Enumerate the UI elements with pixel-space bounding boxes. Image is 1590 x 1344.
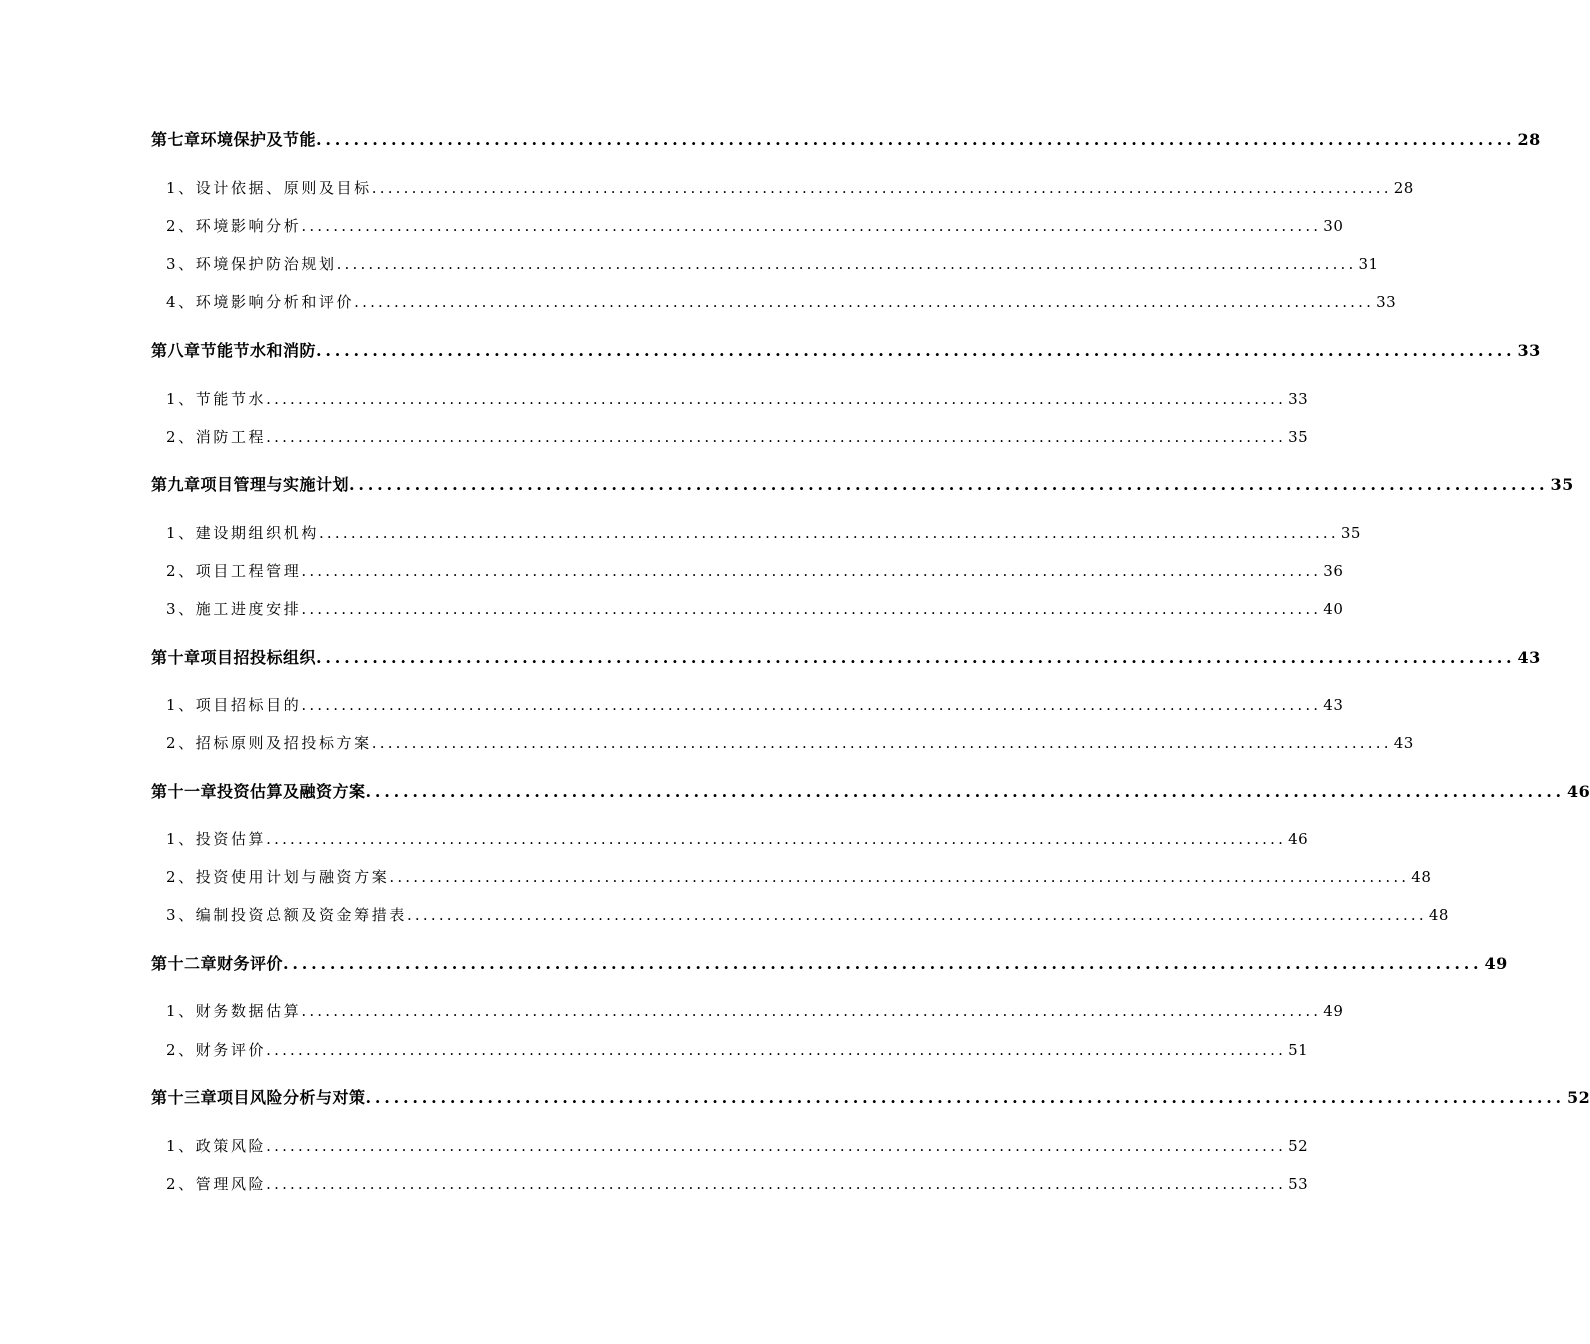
section-number: 1、 xyxy=(166,179,196,197)
toc-section-entry[interactable] xyxy=(166,252,1379,274)
dot-leader: ................................................................................................................................ xyxy=(371,734,1392,752)
chapter-title: 项目风险分析与对策 xyxy=(217,1088,366,1107)
page-number: 46 xyxy=(1288,830,1309,848)
page-number: 43 xyxy=(1393,734,1414,752)
dot-leader: ................................................................................................................................ xyxy=(316,341,1516,360)
page-number: 35 xyxy=(1288,428,1309,446)
page-number: 52 xyxy=(1288,1137,1309,1155)
chapter-title: 节能节水和消防 xyxy=(200,341,317,360)
section-number: 2、 xyxy=(166,734,196,752)
chapter-number: 第十二章 xyxy=(151,954,218,973)
dot-leader: ................................................................................................................................ xyxy=(354,293,1375,311)
chapter-number: 第十三章 xyxy=(151,1088,218,1107)
section-title: 环境影响分析和评价 xyxy=(195,293,355,311)
section-number: 3、 xyxy=(166,906,196,924)
dot-leader: ................................................................................................................................ xyxy=(266,390,1287,408)
section-title: 施工进度安排 xyxy=(195,600,302,618)
chapter-title: 财务评价 xyxy=(217,954,284,973)
toc-section-entry[interactable] xyxy=(166,865,1432,887)
section-title: 消防工程 xyxy=(195,428,267,446)
section-title: 环境影响分析 xyxy=(195,217,302,235)
page-number: 35 xyxy=(1340,524,1361,542)
page-number: 46 xyxy=(1566,782,1590,801)
toc-section-entry[interactable] xyxy=(166,827,1309,849)
toc-section-entry[interactable] xyxy=(166,214,1344,236)
section-number: 2、 xyxy=(166,428,196,446)
section-number: 3、 xyxy=(166,255,196,273)
section-number: 1、 xyxy=(166,1002,196,1020)
section-number: 2、 xyxy=(166,1175,196,1193)
page-number: 36 xyxy=(1323,562,1344,580)
dot-leader: ................................................................................................................................ xyxy=(318,524,1339,542)
dot-leader: ................................................................................................................................ xyxy=(266,830,1287,848)
page-number: 53 xyxy=(1288,1175,1309,1193)
page-number: 43 xyxy=(1517,648,1541,667)
page-number: 31 xyxy=(1358,255,1379,273)
section-title: 财务评价 xyxy=(195,1041,267,1059)
section-number: 2、 xyxy=(166,217,196,235)
toc-section-entry[interactable] xyxy=(166,1038,1309,1060)
page-number: 33 xyxy=(1288,390,1309,408)
chapter-number: 第九章 xyxy=(151,475,201,494)
section-number: 2、 xyxy=(166,868,196,886)
page-number: 40 xyxy=(1323,600,1344,618)
page-number: 52 xyxy=(1566,1088,1590,1107)
chapter-number: 第十一章 xyxy=(151,782,218,801)
chapter-number: 第十章 xyxy=(151,648,201,667)
dot-leader: ................................................................................................................................ xyxy=(266,428,1287,446)
section-number: 1、 xyxy=(166,524,196,542)
toc-chapter-entry[interactable] xyxy=(151,473,1574,495)
section-number: 1、 xyxy=(166,390,196,408)
page-number: 48 xyxy=(1428,906,1449,924)
dot-leader: ................................................................................................................................ xyxy=(301,217,1322,235)
toc-section-entry[interactable] xyxy=(166,290,1397,312)
toc-chapter-entry[interactable] xyxy=(151,339,1541,361)
toc-chapter-entry[interactable] xyxy=(151,128,1541,150)
toc-chapter-entry[interactable] xyxy=(151,646,1541,668)
dot-leader: ................................................................................................................................ xyxy=(266,1175,1287,1193)
dot-leader: ................................................................................................................................ xyxy=(371,179,1392,197)
page-number: 51 xyxy=(1288,1041,1309,1059)
dot-leader: ................................................................................................................................ xyxy=(349,475,1549,494)
section-title: 招标原则及招投标方案 xyxy=(195,734,372,752)
dot-leader: ................................................................................................................................ xyxy=(365,782,1565,801)
toc-section-entry[interactable] xyxy=(166,597,1344,619)
dot-leader: ................................................................................................................................ xyxy=(336,255,1357,273)
section-title: 建设期组织机构 xyxy=(195,524,319,542)
chapter-number: 第八章 xyxy=(151,341,201,360)
section-title: 项目招标目的 xyxy=(195,696,302,714)
toc-chapter-entry[interactable] xyxy=(151,1086,1590,1108)
toc-section-entry[interactable] xyxy=(166,693,1344,715)
chapter-title: 投资估算及融资方案 xyxy=(217,782,366,801)
section-title: 投资使用计划与融资方案 xyxy=(195,868,390,886)
dot-leader: ................................................................................................................................ xyxy=(266,1137,1287,1155)
dot-leader: ................................................................................................................................ xyxy=(301,696,1322,714)
section-number: 4、 xyxy=(166,293,196,311)
section-title: 投资估算 xyxy=(195,830,267,848)
section-number: 1、 xyxy=(166,1137,196,1155)
toc-section-entry[interactable] xyxy=(166,731,1414,753)
dot-leader: ................................................................................................................................ xyxy=(389,868,1410,886)
page-number: 49 xyxy=(1484,954,1508,973)
toc-section-entry[interactable] xyxy=(166,425,1309,447)
page-number: 33 xyxy=(1376,293,1397,311)
toc-section-entry[interactable] xyxy=(166,559,1344,581)
section-title: 设计依据、原则及目标 xyxy=(195,179,372,197)
dot-leader: ................................................................................................................................ xyxy=(316,648,1516,667)
toc-section-entry[interactable] xyxy=(166,387,1309,409)
section-number: 3、 xyxy=(166,600,196,618)
page-number: 49 xyxy=(1323,1002,1344,1020)
toc-section-entry[interactable] xyxy=(166,903,1449,925)
section-title: 环境保护防治规划 xyxy=(195,255,337,273)
chapter-number: 第七章 xyxy=(151,130,201,149)
dot-leader: ................................................................................................................................ xyxy=(301,600,1322,618)
page-number: 48 xyxy=(1411,868,1432,886)
section-title: 政策风险 xyxy=(195,1137,267,1155)
toc-section-entry[interactable] xyxy=(166,521,1361,543)
toc-section-entry[interactable] xyxy=(166,176,1414,198)
section-title: 管理风险 xyxy=(195,1175,267,1193)
page-number: 28 xyxy=(1517,130,1541,149)
section-number: 1、 xyxy=(166,696,196,714)
dot-leader: ................................................................................................................................ xyxy=(365,1088,1565,1107)
toc-chapter-entry[interactable] xyxy=(151,780,1590,802)
section-title: 节能节水 xyxy=(195,390,267,408)
dot-leader: ................................................................................................................................ xyxy=(406,906,1427,924)
chapter-title: 环境保护及节能 xyxy=(200,130,317,149)
dot-leader: ................................................................................................................................ xyxy=(316,130,1516,149)
chapter-title: 项目招投标组织 xyxy=(200,648,317,667)
dot-leader: ................................................................................................................................ xyxy=(283,954,1483,973)
section-number: 2、 xyxy=(166,562,196,580)
section-number: 1、 xyxy=(166,830,196,848)
section-title: 编制投资总额及资金筹措表 xyxy=(195,906,407,924)
page-number: 33 xyxy=(1517,341,1541,360)
toc-chapter-entry[interactable] xyxy=(151,952,1508,974)
page-number: 43 xyxy=(1323,696,1344,714)
section-title: 财务数据估算 xyxy=(195,1002,302,1020)
dot-leader: ................................................................................................................................ xyxy=(301,562,1322,580)
toc-section-entry[interactable] xyxy=(166,1172,1309,1194)
page-number: 35 xyxy=(1550,475,1574,494)
section-number: 2、 xyxy=(166,1041,196,1059)
dot-leader: ................................................................................................................................ xyxy=(266,1041,1287,1059)
chapter-title: 项目管理与实施计划 xyxy=(200,475,350,494)
section-title: 项目工程管理 xyxy=(195,562,302,580)
dot-leader: ................................................................................................................................ xyxy=(301,1002,1322,1020)
toc-section-entry[interactable] xyxy=(166,999,1344,1021)
page-number: 30 xyxy=(1323,217,1344,235)
page-number: 28 xyxy=(1393,179,1414,197)
toc-section-entry[interactable] xyxy=(166,1134,1309,1156)
